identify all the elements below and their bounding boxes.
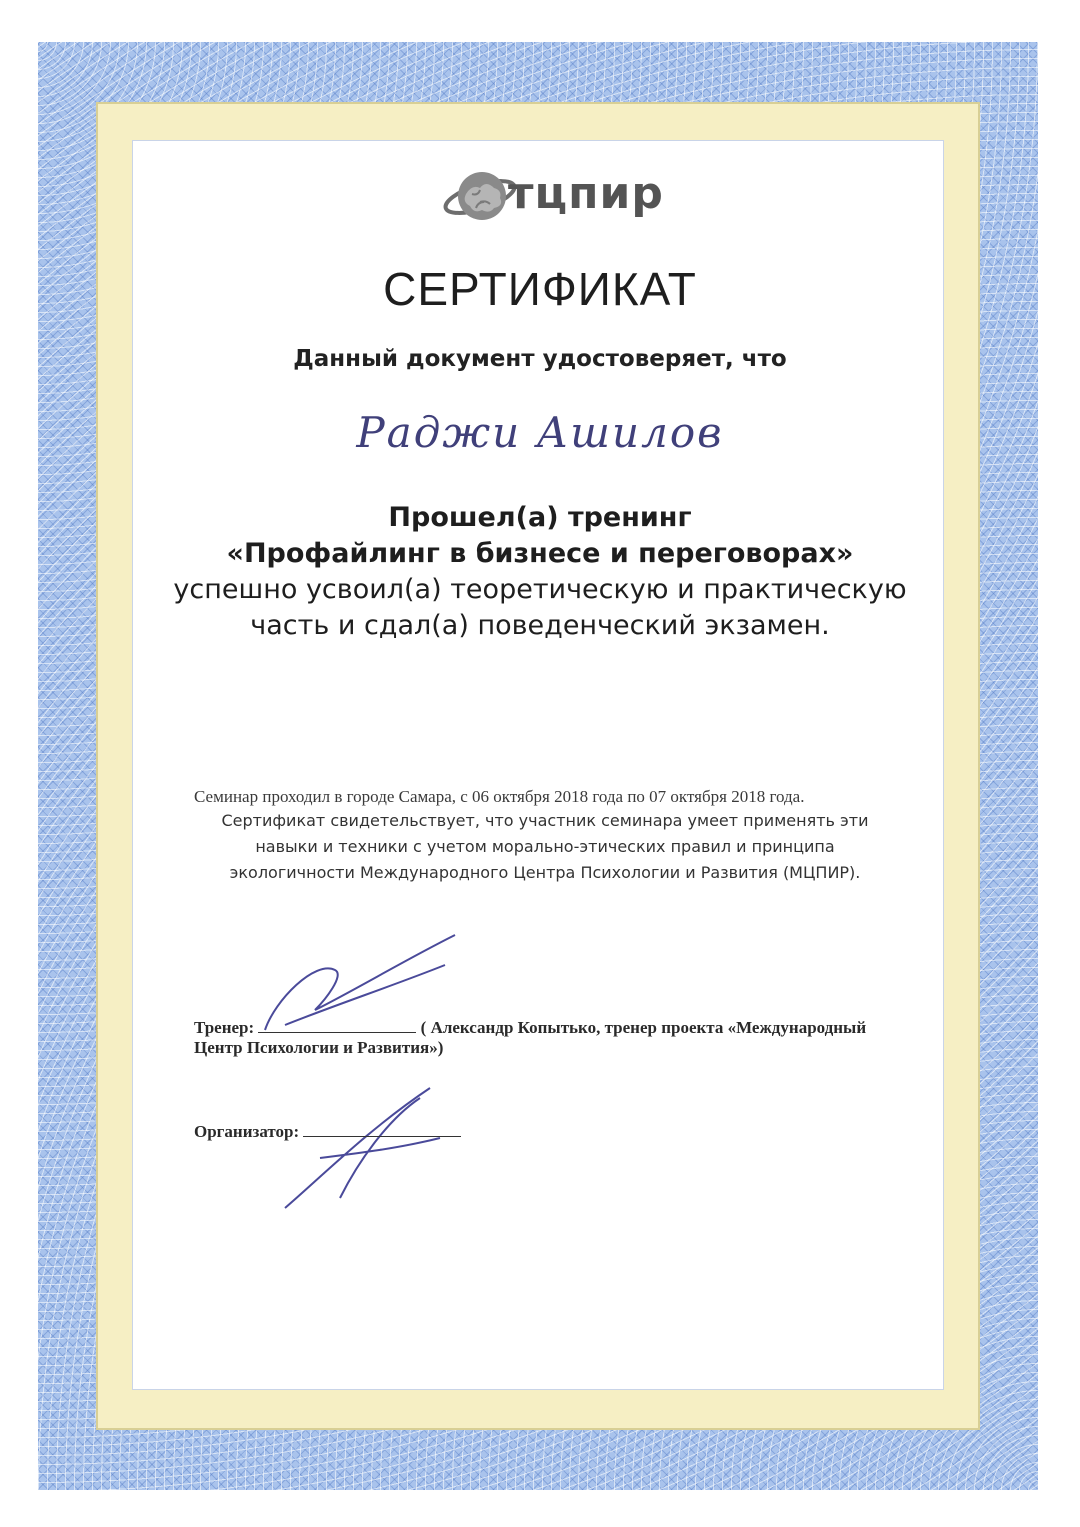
statement-line-1: Сертификат свидетельствует, что участник семинара умеет применять эти [221,811,869,830]
training-name: «Профайлинг в бизнесе и переговорах» [226,538,854,569]
trainer-signature-blank [258,1016,416,1033]
training-line-3: успешно усвоил(а) теоретическую и практическую [173,574,907,605]
organizer-signature-blank [303,1120,461,1137]
organizer-line [194,1120,461,1142]
training-line-1: Прошел(а) тренинг [388,502,692,533]
trainer-name: ( Александр Копытько, тренер проекта «Международный [420,1018,867,1037]
certificate-panel [132,140,944,1390]
trainer-line [194,1016,866,1038]
certifies-text: Данный документ удостоверяет, что [293,346,787,372]
trainer-org: Центр Психологии и Развития») [194,1038,444,1057]
statement-block [200,808,890,886]
statement-line-3: экологичности Международного Центра Психологии и Развития (МЦПИР). [229,863,861,882]
certificate-title: СЕРТИФИКАТ [383,263,697,315]
seminar-info: Семинар проходил в городе Самара, с 06 октября 2018 года по 07 октября 2018 года. [194,787,805,806]
organizer-label: Организатор: [194,1122,300,1141]
organizer-signature [280,1078,450,1218]
statement-line-2: навыки и техники с учетом морально-этических правил и принципа [255,837,835,856]
training-line-4: часть и сдал(а) поведенческий экзамен. [250,610,830,641]
recipient-name: Раджи Ашилов [356,408,724,457]
logo-text: тцпир [508,168,664,219]
trainer-label: Тренер: [194,1018,255,1037]
